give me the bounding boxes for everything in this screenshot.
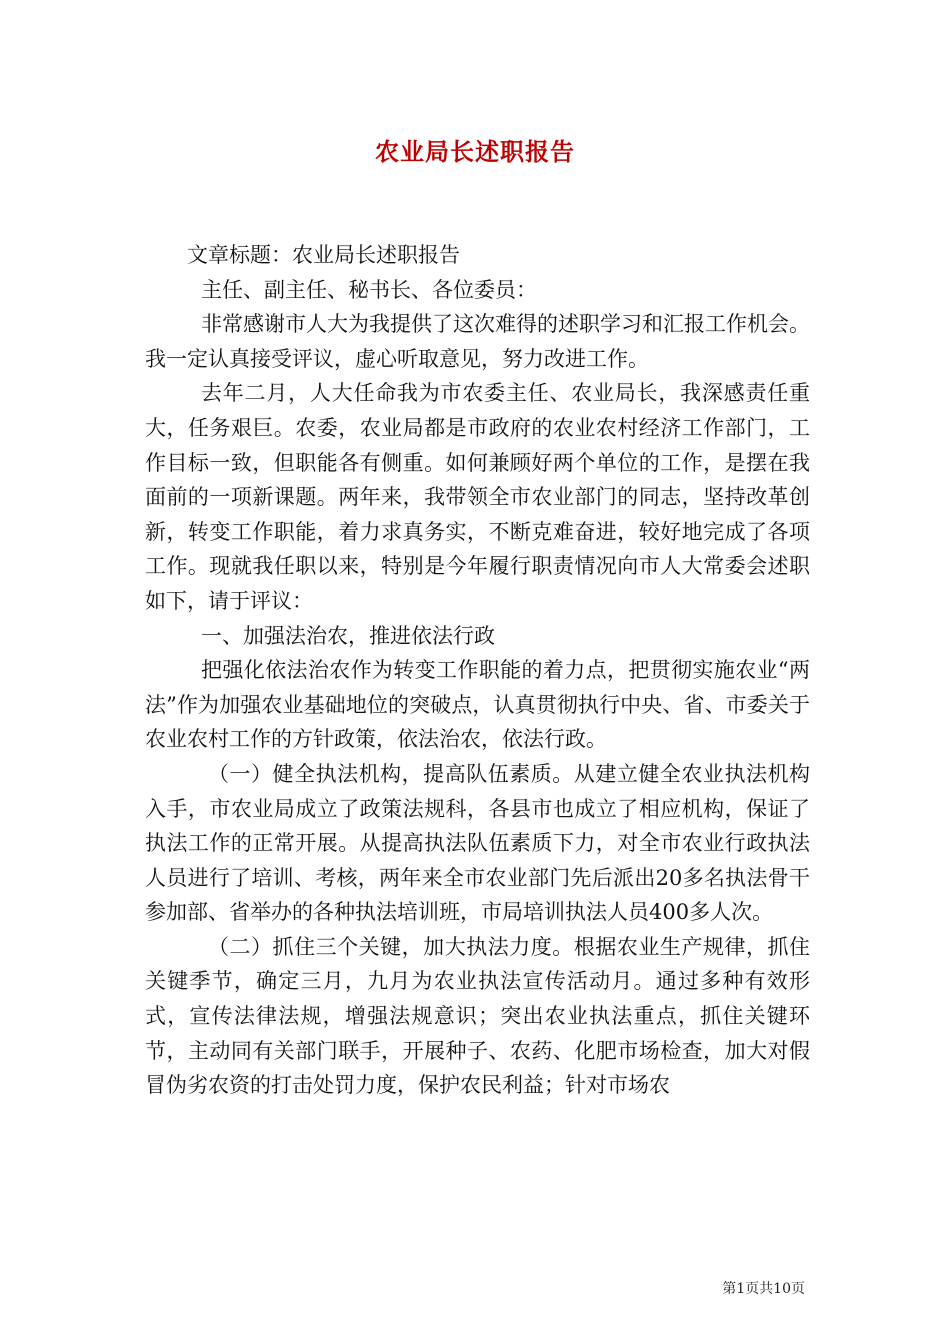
article-title-line: 文章标题：农业局长述职报告: [187, 243, 460, 267]
section-heading-1: 一、加强法治农，推进依法行政: [201, 623, 495, 648]
paragraph-rule-of-law: 把强化依法治农作为转变工作职能的着力点，把贯彻实施农业“两法”作为加强农业基础地位的突破点，认真贯彻执行中央、省、市委关于农业农村工作的方针政策，依法治农，依法行政。: [145, 658, 810, 752]
document-body: [145, 238, 810, 1103]
document-title: 农业局长述职报告: [375, 137, 575, 166]
paragraph-thanks: 非常感谢市人大为我提供了这次难得的述职学习和汇报工作机会。我一定认真接受评议，虚心听取意见，努力改进工作。: [145, 312, 810, 371]
paragraph-subsection-1: （一）健全执法机构，提高队伍素质。从建立健全农业执法机构入手，市农业局成立了政策法规科，各县市也成立了相应机构，保证了执法工作的正常开展。从提高执法队伍素质下力，对全市农业行政执法人员进行了培训、考核，两年来全市农业部门先后派出20多名执法骨干参加部、省举办的各种执法培训班，市局培训执法人员400多人次。: [145, 761, 810, 925]
paragraph-appointment: 去年二月，人大任命我为市农委主任、农业局长，我深感责任重大，任务艰巨。农委，农业局都是市政府的农业农村经济工作部门，工作目标一致，但职能各有侧重。如何兼顾好两个单位的工作，是摆在我面前的一项新课题。两年来，我带领全市农业部门的同志，坚持改革创新，转变工作职能，着力求真务实，不断克难奋进，较好地完成了各项工作。现就我任职以来，特别是今年履行职责情况向市人大常委会述职如下，请于评议：: [145, 381, 810, 613]
page-number: 第1页共10页: [722, 1281, 805, 1297]
salutation: 主任、副主任、秘书长、各位委员：: [201, 277, 537, 302]
paragraph-subsection-2: （二）抓住三个关键，加大执法力度。根据农业生产规律，抓住关键季节，确定三月，九月为农业执法宣传活动月。通过多种有效形式，宣传法律法规，增强法规意识；突出农业执法重点，抓住关键环节，主动同有关部门联手，开展种子、农药、化肥市场检查，加大对假冒伪劣农资的打击处罚力度，保护农民利益；针对市场农: [145, 934, 810, 1098]
